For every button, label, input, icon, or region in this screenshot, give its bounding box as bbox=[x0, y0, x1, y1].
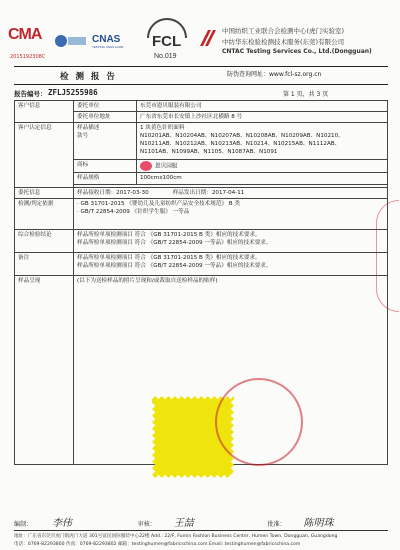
approver-label: 批准： bbox=[267, 521, 286, 528]
reviewer-label: 审核： bbox=[137, 521, 156, 528]
size-label: 样品规格 bbox=[74, 173, 137, 185]
ilac-mra-logo bbox=[53, 32, 87, 50]
delegation-value: 样品接收日期：2017-03-30 样品发出日期：2017-04-11 bbox=[74, 188, 388, 199]
footer-contact: 电话：0769-82293800 传真：0769-82293802 邮箱：testinghumen@fabricschina.com Email: testinghumen@fabricschina.com bbox=[14, 542, 301, 547]
unit-label: 委托单位 bbox=[74, 101, 137, 112]
cma-logo: CMA bbox=[8, 26, 42, 43]
approver-signature: 陈明珠 bbox=[303, 518, 334, 529]
org-name-cn-1: 中国纺织工业联合会检测中心(虎门实验室) bbox=[222, 27, 345, 35]
section-conclusion: 综合检验结论 bbox=[15, 230, 74, 253]
org-name-cn-2: 中纺华东检验检测技术服务(东莞)有限公司 bbox=[222, 38, 345, 46]
section-standards: 检测/判定依据 bbox=[15, 199, 74, 230]
test-seal-stamp bbox=[215, 378, 303, 466]
delegation-row bbox=[15, 188, 388, 199]
reviewer-signature: 王喆 bbox=[173, 518, 194, 529]
anti-fake-query: 防伪查询网址：www.fcl-sz.org.cn bbox=[227, 71, 322, 78]
report-number: ZFLJ5255986 bbox=[48, 88, 98, 97]
section-sample: 客户认定信息 bbox=[15, 123, 74, 188]
section-delegation: 委托信息 bbox=[15, 188, 74, 199]
address-value: 广东省东莞市长安镇上沙社区北横路 8 号 bbox=[137, 112, 388, 123]
footer-divider bbox=[14, 530, 388, 531]
sample-desc-row bbox=[15, 123, 388, 160]
svg-text:FCL: FCL bbox=[152, 33, 182, 50]
unit-value: 东莞市恩贝服装有限公司 bbox=[137, 101, 388, 112]
conclusion-row bbox=[15, 230, 388, 253]
sample-desc-value: 1 块黄色针织面料 N10201AB、N10204AB、N10207AB、N10208AB、N10209AB、N10210、 N10211AB、N10212AB、N10213AB、N10214、N10215AB、N1112AB、 N1101AB、N1099AB、N1105、N1087AB、N1091 bbox=[137, 123, 388, 160]
seam-seal-stamp bbox=[376, 200, 399, 312]
org-name-en: CNTAC Testing Services Co., Ltd.(Dongguan) bbox=[222, 48, 372, 55]
remarks-row bbox=[15, 253, 388, 276]
cntac-logo bbox=[198, 28, 218, 48]
tester-signature: 李伟 bbox=[51, 518, 72, 529]
fcl-logo bbox=[142, 18, 192, 62]
cnas-logo bbox=[90, 30, 132, 50]
trademark-value: 恩贝园服 bbox=[137, 159, 388, 173]
report-title: 检 测 报 告 bbox=[60, 72, 117, 82]
address-label: 委托单位地址 bbox=[74, 112, 137, 123]
customer-row bbox=[15, 101, 388, 112]
remarks-value: 样品所检单项检测项目 符合 《GB 31701-2015 B 类》相应的技术要求。 样品所检单项检测项目 符合 《GB/T 22854-2009 一等品》相应的技术要求。 bbox=[74, 253, 388, 276]
svg-text:TESTING CNAS L0106: TESTING CNAS L0106 bbox=[92, 45, 124, 49]
section-remarks: 备注 bbox=[15, 253, 74, 276]
svg-text:CNAS: CNAS bbox=[92, 34, 121, 45]
svg-text:No.019: No.019 bbox=[154, 53, 177, 60]
trademark-label: 商标 bbox=[74, 159, 137, 173]
sample-desc-label: 样品描述 款号 bbox=[74, 123, 137, 160]
page-info: 第 1 页，共 3 页 bbox=[283, 91, 329, 98]
section-customer: 客户信息 bbox=[15, 101, 74, 123]
footer-address: 地址：广东省东莞市虎门镇虎门大道 301号富民国际服装中心22楼 Add.: 22/F, Fumin Fashion Business Center, Humen Town, Dongguan, Guangdong bbox=[14, 534, 338, 539]
conclusion-value: 样品所检单项检测项目 符合 《GB 31701-2015 B 类》相应的技术要求。 样品所检单项检测项目 符合 《GB/T 22854-2009 一等品》相应的技术要求。 bbox=[74, 230, 388, 253]
cma-number: 2015192308C bbox=[10, 54, 46, 60]
standards-row bbox=[15, 199, 388, 230]
sample-photo-value: (以下为送检样品的照片呈现和/或裁取自送检样品的贴样) bbox=[74, 276, 388, 465]
section-sample-photo: 样品呈现 bbox=[15, 276, 74, 465]
signature-row bbox=[14, 514, 388, 529]
bear-logo-icon bbox=[140, 161, 152, 171]
report-number-label: 报告编号： bbox=[14, 90, 47, 98]
standards-value: · GB 31701-2015 《婴幼儿及儿童纺织产品安全技术规范》 B 类 · GB/T 22854-2009 《针织学生服》 一等品 bbox=[74, 199, 388, 230]
size-value: 100cmx100cm bbox=[137, 173, 388, 185]
tester-label: 编制： bbox=[14, 521, 33, 528]
